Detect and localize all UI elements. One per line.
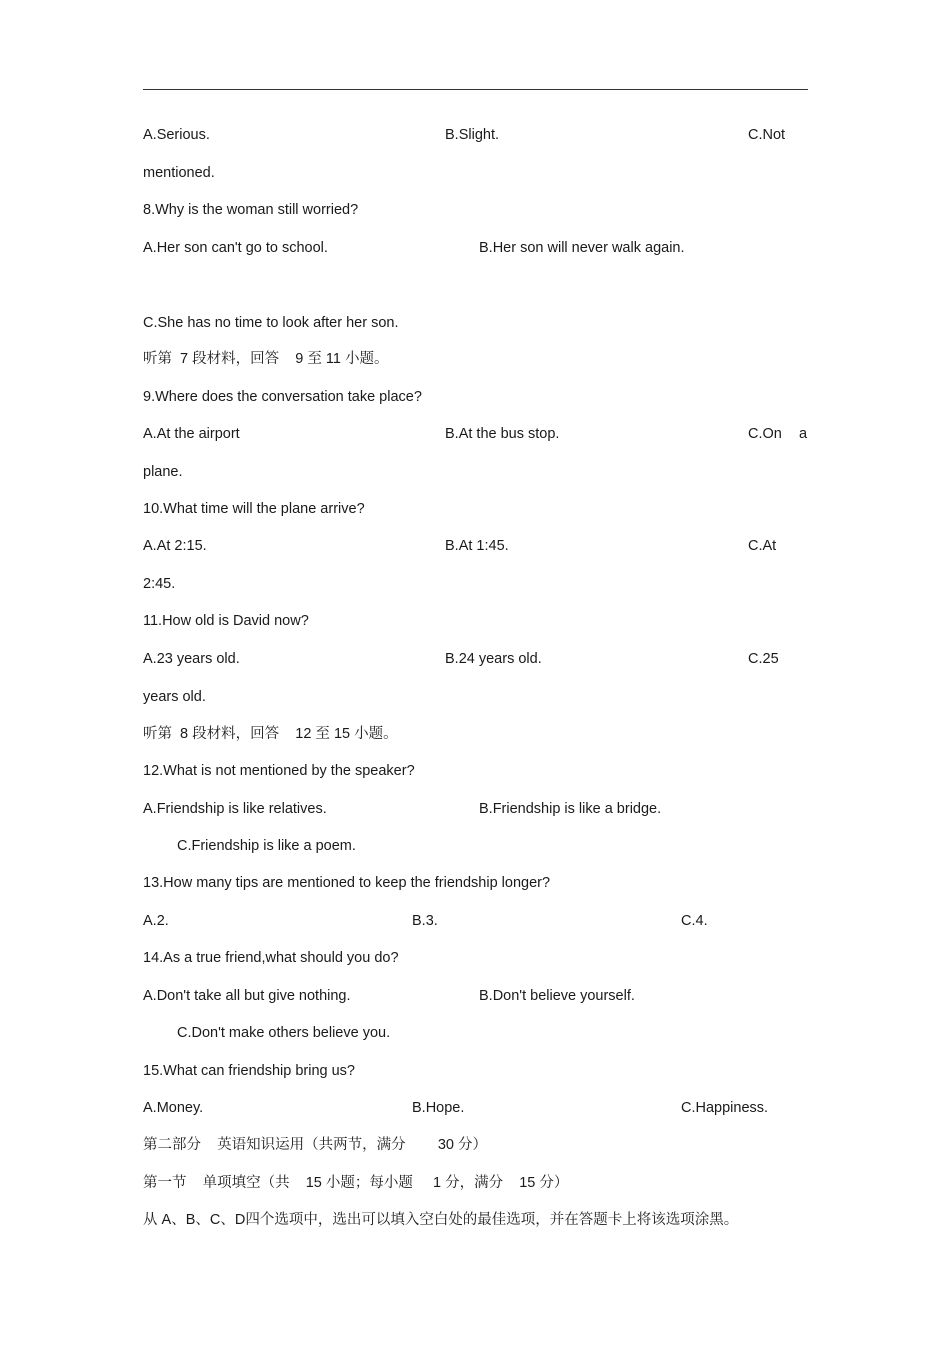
q9-option-c-wrap: plane. bbox=[143, 464, 183, 480]
q15-option-b: B.Hope. bbox=[412, 1100, 465, 1116]
q8-option-b: B.Her son will never walk again. bbox=[479, 240, 685, 256]
q9-option-c: C.On bbox=[748, 426, 782, 442]
header-rule bbox=[143, 89, 808, 90]
part2-heading: 第二部分 英语知识运用（共两节，满分 30 分） bbox=[143, 1137, 487, 1153]
section1-heading: 第一节 单项填空（共 15 小题；每小题 1 分，满分 15 分） bbox=[143, 1175, 569, 1191]
q7-option-c: C.Not bbox=[748, 127, 786, 143]
q13-option-c: C.4. bbox=[681, 913, 708, 929]
q10-option-c-wrap: 2:45. bbox=[143, 576, 176, 592]
q13-option-b: B.3. bbox=[412, 913, 438, 929]
q7-option-b: B.Slight. bbox=[445, 127, 499, 143]
q8-option-a: A.Her son can't go to school. bbox=[143, 240, 328, 256]
q14-option-b: B.Don't believe yourself. bbox=[479, 988, 635, 1004]
q14-question: 14.As a true friend,what should you do? bbox=[143, 950, 399, 966]
q9-option-a: A.At the airport bbox=[143, 426, 240, 442]
q12-option-b: B.Friendship is like a bridge. bbox=[479, 801, 662, 817]
q10-question: 10.What time will the plane arrive? bbox=[143, 501, 365, 517]
q13-question: 13.How many tips are mentioned to keep the friendship longer? bbox=[143, 875, 551, 891]
q15-option-a: A.Money. bbox=[143, 1100, 204, 1116]
q14-option-c: C.Don't make others believe you. bbox=[177, 1025, 391, 1041]
q11-question: 11.How old is David now? bbox=[143, 613, 309, 629]
q11-option-c: C.25 bbox=[748, 651, 779, 667]
q15-question: 15.What can friendship bring us? bbox=[143, 1063, 355, 1079]
q7-option-a: A.Serious. bbox=[143, 127, 210, 143]
section8-instruction: 听第 8 段材料，回答 12 至 15 小题。 bbox=[143, 726, 398, 742]
section7-instruction: 听第 7 段材料，回答 9 至 11 小题。 bbox=[143, 351, 389, 367]
section1-instruction: 从 A、B、C、D四个选项中，选出可以填入空白处的最佳选项，并在答题卡上将该选项涂黑。 bbox=[143, 1212, 739, 1228]
q12-question: 12.What is not mentioned by the speaker? bbox=[143, 763, 415, 779]
q10-option-b: B.At 1:45. bbox=[445, 538, 509, 554]
q15-option-c: C.Happiness. bbox=[681, 1100, 769, 1116]
q8-question: 8.Why is the woman still worried? bbox=[143, 202, 359, 218]
q12-option-c: C.Friendship is like a poem. bbox=[177, 838, 356, 854]
q13-option-a: A.2. bbox=[143, 913, 169, 929]
q11-option-c-wrap: years old. bbox=[143, 689, 206, 705]
q12-option-a: A.Friendship is like relatives. bbox=[143, 801, 327, 817]
q7-option-c-wrap: mentioned. bbox=[143, 165, 215, 181]
q9-option-c-tail: a bbox=[799, 426, 808, 442]
q9-question: 9.Where does the conversation take place? bbox=[143, 389, 422, 405]
q8-option-c: C.She has no time to look after her son. bbox=[143, 315, 399, 331]
q11-option-a: A.23 years old. bbox=[143, 651, 240, 667]
q10-option-c: C.At bbox=[748, 538, 777, 554]
q9-option-b: B.At the bus stop. bbox=[445, 426, 560, 442]
q11-option-b: B.24 years old. bbox=[445, 651, 542, 667]
q14-option-a: A.Don't take all but give nothing. bbox=[143, 988, 351, 1004]
q10-option-a: A.At 2:15. bbox=[143, 538, 207, 554]
